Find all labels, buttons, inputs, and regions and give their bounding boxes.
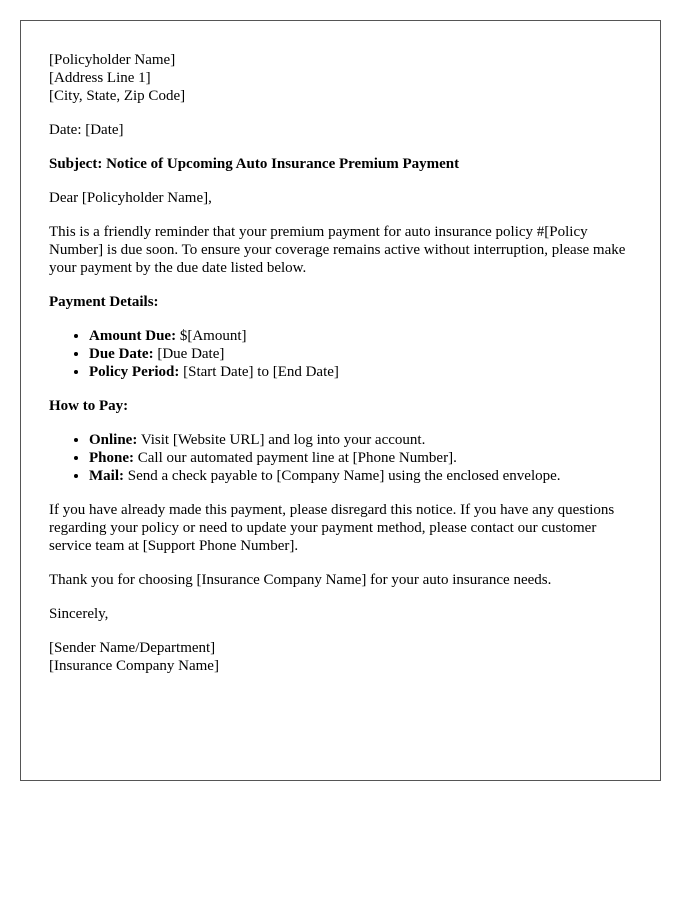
list-item xyxy=(89,431,631,449)
payment-details-list xyxy=(49,327,631,381)
item-value: $[Amount] xyxy=(176,328,247,344)
item-label: Amount Due: xyxy=(89,328,177,344)
list-item xyxy=(89,467,631,485)
list-item xyxy=(89,363,631,381)
intro-paragraph: This is a friendly reminder that your premium payment for auto insurance policy #[Policy Number] is due soon. To ensure your coverage remains active without interruption, please make your payment by the due date listed below. xyxy=(49,224,626,276)
recipient-block xyxy=(49,51,631,105)
signature-block xyxy=(49,639,631,675)
how-to-pay-heading: How to Pay: xyxy=(49,398,129,414)
item-label: Phone: xyxy=(89,450,134,466)
item-label: Due Date: xyxy=(89,346,154,362)
item-label: Online: xyxy=(89,432,138,448)
item-value: [Start Date] to [End Date] xyxy=(179,364,339,380)
letter-date: Date: [Date] xyxy=(49,122,124,138)
payment-details-heading: Payment Details: xyxy=(49,294,159,310)
salutation: Dear [Policyholder Name], xyxy=(49,190,212,206)
recipient-name: [Policyholder Name] xyxy=(49,52,176,68)
list-item xyxy=(89,345,631,363)
closing: Sincerely, xyxy=(49,606,109,622)
sender-name: [Sender Name/Department] xyxy=(49,640,216,656)
recipient-city-state-zip: [City, State, Zip Code] xyxy=(49,88,186,104)
thanks-paragraph: Thank you for choosing [Insurance Company Name] for your auto insurance needs. xyxy=(49,572,552,588)
item-label: Mail: xyxy=(89,468,124,484)
disregard-paragraph: If you have already made this payment, please disregard this notice. If you have any questions regarding your policy or need to update your payment method, please contact our customer service team at [Support Phone Number]. xyxy=(49,502,615,554)
letter xyxy=(20,20,661,781)
item-value: Send a check payable to [Company Name] using the enclosed envelope. xyxy=(124,468,561,484)
recipient-address: [Address Line 1] xyxy=(49,70,151,86)
item-label: Policy Period: xyxy=(89,364,180,380)
item-value: [Due Date] xyxy=(153,346,225,362)
letter-subject: Subject: Notice of Upcoming Auto Insurance Premium Payment xyxy=(49,156,460,172)
sender-company: [Insurance Company Name] xyxy=(49,658,219,674)
item-value: Call our automated payment line at [Phone Number]. xyxy=(134,450,457,466)
how-to-pay-list xyxy=(49,431,631,485)
list-item xyxy=(89,327,631,345)
list-item xyxy=(89,449,631,467)
item-value: Visit [Website URL] and log into your account. xyxy=(137,432,426,448)
